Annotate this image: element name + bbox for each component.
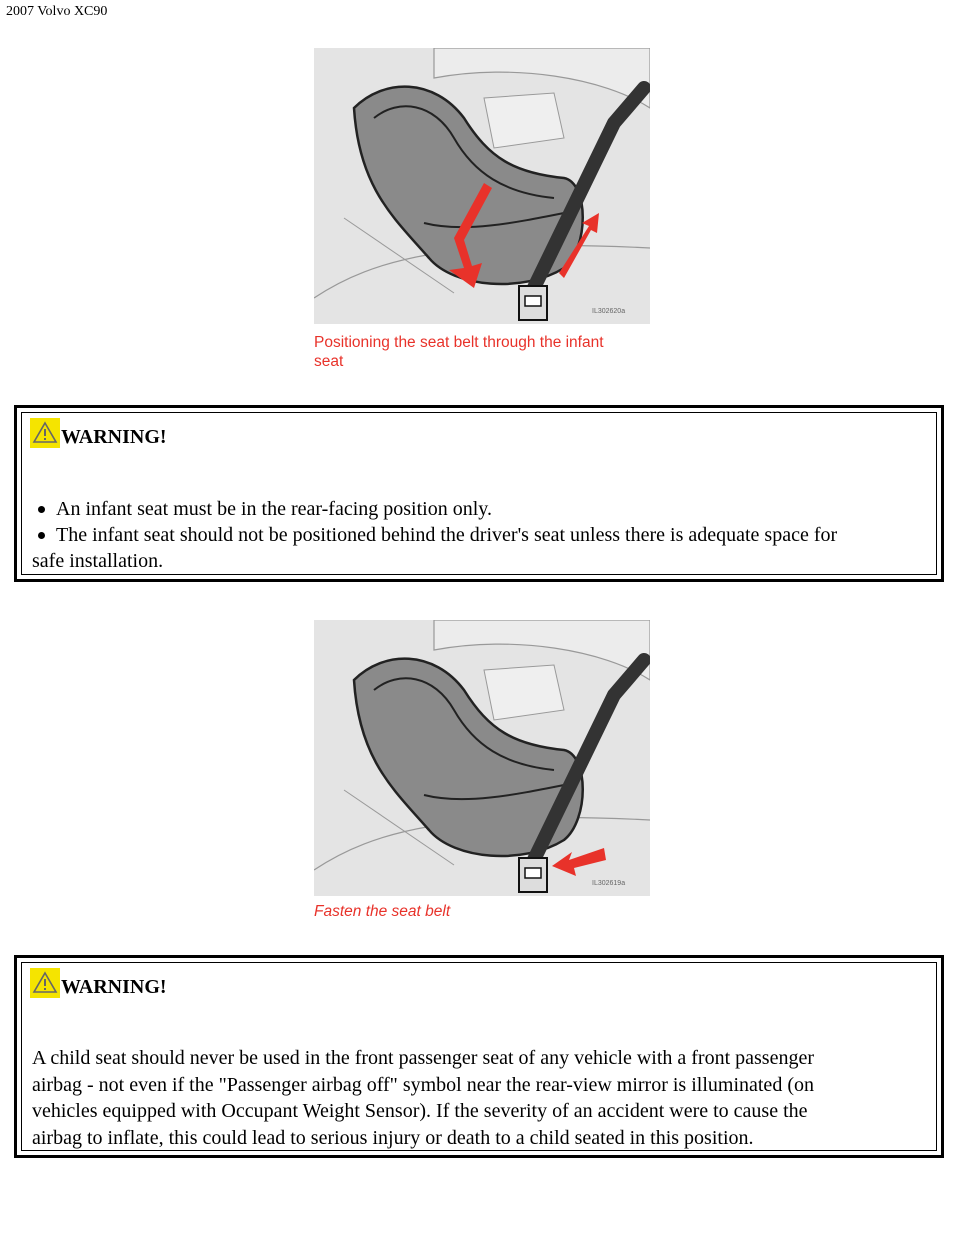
warning-list <box>32 496 924 548</box>
warning-text-line: airbag - not even if the "Passenger airbag off" symbol near the rear-view mirror is illuminated (on <box>32 1073 814 1096</box>
bullet-icon <box>38 506 45 513</box>
warning-list-item: An infant seat must be in the rear-facing position only. <box>32 496 924 522</box>
warning-header <box>30 968 167 998</box>
bullet-icon <box>38 532 45 539</box>
warning-text <box>32 1045 916 1151</box>
caption-line: Positioning the seat belt through the infant <box>314 334 604 351</box>
warning-list-item: The infant seat should not be positioned behind the driver's seat unless there is adequate space for <box>32 522 924 548</box>
warning-text-line: A child seat should never be used in the front passenger seat of any vehicle with a front passenger <box>32 1047 814 1069</box>
warning-triangle-icon <box>30 418 60 448</box>
fasten-belt-illustration <box>314 620 650 896</box>
warning-box-inner <box>21 962 937 1151</box>
warning-text-line: airbag to inflate, this could lead to serious injury or death to a child seated in this position. <box>32 1126 754 1149</box>
warning-text-line: vehicles equipped with Occupant Weight Sensor). If the severity of an accident were to cause the <box>32 1100 808 1122</box>
warning-box <box>14 405 944 582</box>
figure-infant-seat-positioning <box>314 48 650 324</box>
figure-code: IL302620a <box>592 308 626 315</box>
figure-caption <box>314 333 604 371</box>
warning-triangle-icon <box>30 968 60 998</box>
warning-box-inner <box>21 412 937 575</box>
caption-line: seat <box>314 353 344 370</box>
figure-code: IL302619a <box>592 880 626 887</box>
figure-fasten-seat-belt <box>314 620 650 896</box>
warning-title: WARNING! <box>61 976 167 998</box>
document-header-title: 2007 Volvo XC90 <box>6 4 108 19</box>
figure-caption: Fasten the seat belt <box>314 903 451 920</box>
warning-box <box>14 955 944 1158</box>
warning-list-continuation: safe installation. <box>32 550 164 572</box>
warning-title: WARNING! <box>61 426 167 448</box>
infant-seat-illustration <box>314 48 650 324</box>
warning-header <box>30 418 167 448</box>
